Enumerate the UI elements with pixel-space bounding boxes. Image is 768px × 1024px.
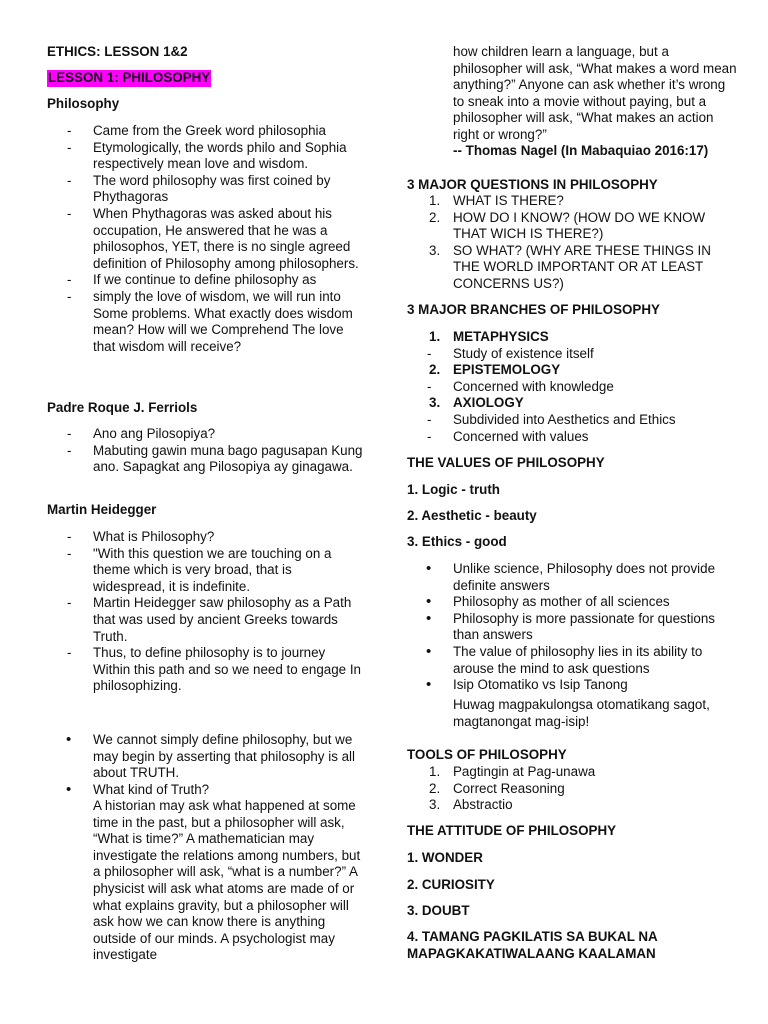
tools-heading: TOOLS OF PHILOSOPHY [407, 747, 567, 762]
list-item: - Came from the Greek word philosophia [47, 123, 365, 140]
tools-list [407, 764, 737, 814]
list-item: • The value of philosophy lies in its ability to arouse the mind to ask questions [407, 644, 737, 677]
ferriols-heading: Padre Roque J. Ferriols [47, 400, 198, 415]
list-item: - Mabuting gawin muna bago pagusapan Kung ano. Sapagkat ang Pilosopiya ay ginagawa. [47, 443, 365, 476]
truth-list [47, 732, 365, 798]
item-number: 1. [429, 329, 441, 344]
philosophy-heading: Philosophy [47, 96, 120, 111]
branches-list [407, 395, 737, 412]
value-item: 3. Ethics - good [407, 534, 507, 549]
item-number: 3. [429, 797, 441, 813]
quote-source: -- Thomas Nagel (In Mabaquiao 2016:17) [453, 143, 709, 158]
item-number: 1. [429, 193, 441, 208]
value-item: 1. Logic - truth [407, 482, 500, 497]
list-item: - "With this question we are touching on a theme which is very broad, that is widespread, it is indefinite. [47, 546, 365, 596]
list-item: - Concerned with values [407, 429, 737, 446]
values-heading: THE VALUES OF PHILOSOPHY [407, 455, 605, 470]
item-text: Abstractio [453, 797, 513, 813]
list-item [407, 210, 737, 243]
lesson-heading-wrap [47, 70, 365, 87]
list-item: - Thus, to define philosophy is to journey Within this path and so we need to engage In philosophizing. [47, 645, 365, 695]
questions-heading: 3 MAJOR QUESTIONS IN PHILOSOPHY [407, 177, 658, 192]
branches-list [407, 362, 737, 379]
branches-list [407, 329, 737, 346]
attitude-item: 4. TAMANG PAGKILATIS SA BUKAL NA MAPAGKAKATIWALAANG KAALAMAN [407, 929, 658, 961]
list-item: - simply the love of wisdom, we will run into Some problems. What exactly does wisdom mean? How will we Comprehend The love that wisdom will receive? [47, 289, 365, 355]
attitude-item: 3. DOUBT [407, 903, 470, 918]
branch-title [407, 362, 737, 379]
item-text: HOW DO I KNOW? (HOW DO WE KNOW THAT WICH IS THERE?) [453, 209, 706, 242]
list-item: - The word philosophy was first coined by Phythagoras [47, 173, 365, 206]
value-bullet-extra: Huwag magpakulongsa otomatikang sagot, magtanongat mag-isip! [453, 697, 710, 729]
value-bullets [407, 561, 737, 694]
list-item: - What is Philosophy? [47, 529, 365, 546]
item-number: 3. [429, 395, 441, 410]
item-text: Correct Reasoning [453, 780, 565, 796]
document-title: ETHICS: LESSON 1&2 [47, 44, 188, 59]
item-number: 2. [429, 362, 441, 377]
list-item: • What kind of Truth? [47, 782, 365, 799]
branch-title [407, 329, 737, 346]
branch-name: AXIOLOGY [453, 395, 524, 410]
attitude-item: 1. WONDER [407, 850, 483, 865]
branch-title [407, 395, 737, 412]
list-item: • We cannot simply define philosophy, but we may begin by asserting that philosophy is all about TRUTH. [47, 732, 365, 782]
philosophy-list [47, 123, 365, 355]
list-item: - Concerned with knowledge [407, 379, 737, 396]
branches-heading: 3 MAJOR BRANCHES OF PHILOSOPHY [407, 302, 660, 317]
list-item: - If we continue to define philosophy as [47, 272, 365, 289]
list-item [407, 781, 737, 798]
lesson-heading: LESSON 1: PHILOSOPHY [48, 70, 211, 85]
list-item: - Subdivided into Aesthetics and Ethics [407, 412, 737, 429]
attitude-item: 2. CURIOSITY [407, 877, 495, 892]
branch-notes [407, 346, 737, 363]
list-item: - When Phythagoras was asked about his occupation, He answered that he was a philosophos, YET, there is no single agreed definition of Philosophy among philosophers. [47, 206, 365, 272]
value-item: 2. Aesthetic - beauty [407, 508, 537, 523]
truth-paragraph: A historian may ask what happened at some time in the past, but a philosopher will ask, “What is time?” A mathematician may investigate the relations among numbers, but a philosopher will ask, “what is a number?” A physicist will ask what atoms are made of or what explains gravity, but a philosopher will ask how we can know there is anything outside of our minds. A psychologist may investigate [93, 798, 361, 963]
list-item: • Philosophy as mother of all sciences [407, 594, 737, 611]
list-item [407, 243, 737, 293]
list-item: - Martin Heidegger saw philosophy as a Path that was used by ancient Greeks towards Truth. [47, 595, 365, 645]
branch-notes [407, 412, 737, 445]
item-number: 3. [429, 242, 441, 258]
item-text: WHAT IS THERE? [453, 193, 564, 208]
list-item [407, 797, 737, 814]
quote-continuation: how children learn a language, but a philosopher will ask, “What makes a word mean anything?” Anyone can ask whether it’s wrong to sneak into a movie without paying, but a philosopher will ask, “What makes an action right or wrong?” [453, 44, 737, 142]
list-item [407, 193, 737, 210]
list-item: - Ano ang Pilosopiya? [47, 426, 365, 443]
list-item: • Unlike science, Philosophy does not provide definite answers [407, 561, 737, 594]
questions-list [407, 193, 737, 293]
branch-name: METAPHYSICS [453, 329, 549, 344]
item-number: 1. [429, 764, 441, 779]
item-number: 2. [429, 780, 441, 796]
list-item: - Etymologically, the words philo and Sophia respectively mean love and wisdom. [47, 140, 365, 173]
branch-name: EPISTEMOLOGY [453, 362, 561, 377]
list-item: • Philosophy is more passionate for questions than answers [407, 611, 737, 644]
item-text: SO WHAT? (WHY ARE THESE THINGS IN THE WORLD IMPORTANT OR AT LEAST CONCERNS US?) [453, 242, 711, 291]
list-item: - Study of existence itself [407, 346, 737, 363]
branch-notes [407, 379, 737, 396]
attitude-heading: THE ATTITUDE OF PHILOSOPHY [407, 823, 617, 838]
list-item [407, 764, 737, 781]
heidegger-list [47, 529, 365, 695]
item-text: Pagtingin at Pag-unawa [453, 764, 596, 779]
heidegger-heading: Martin Heidegger [47, 502, 157, 517]
list-item: • Isip Otomatiko vs Isip Tanong [407, 677, 737, 694]
ferriols-list [47, 426, 365, 476]
item-number: 2. [429, 209, 441, 225]
